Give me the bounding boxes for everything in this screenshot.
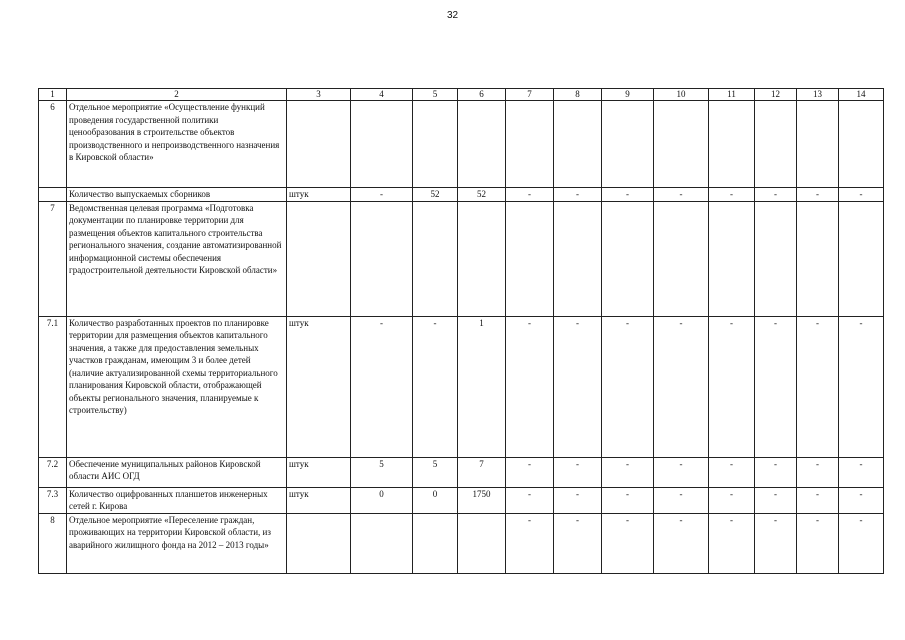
row-value-col-12: - — [755, 513, 797, 573]
row-value-col-7 — [506, 201, 554, 316]
indicators-table — [38, 88, 884, 574]
row-value-col-14: - — [839, 188, 884, 202]
row-unit: штук — [287, 457, 351, 487]
row-value-col-9: - — [602, 513, 654, 573]
row-value-col-13: - — [797, 188, 839, 202]
row-number: 7.1 — [39, 316, 67, 457]
row-value-col-11: - — [709, 188, 755, 202]
row-unit — [287, 101, 351, 188]
row-value-col-13: - — [797, 487, 839, 513]
row-value-col-14 — [839, 201, 884, 316]
table-row — [39, 201, 884, 316]
row-value-col-6: 1 — [458, 316, 506, 457]
column-header-4: 4 — [351, 89, 413, 101]
row-value-col-7: - — [506, 316, 554, 457]
row-value-col-10 — [654, 201, 709, 316]
row-value-col-5: - — [413, 316, 458, 457]
row-value-col-4 — [351, 101, 413, 188]
row-value-col-13: - — [797, 457, 839, 487]
table-row — [39, 101, 884, 188]
row-value-col-10 — [654, 101, 709, 188]
row-value-col-5 — [413, 101, 458, 188]
row-number: 7 — [39, 201, 67, 316]
table-row — [39, 188, 884, 202]
row-value-col-6: 52 — [458, 188, 506, 202]
row-value-col-9: - — [602, 316, 654, 457]
row-value-col-4 — [351, 513, 413, 573]
row-value-col-5 — [413, 201, 458, 316]
row-value-col-14 — [839, 101, 884, 188]
row-value-col-6: 1750 — [458, 487, 506, 513]
row-value-col-14: - — [839, 457, 884, 487]
row-value-col-12 — [755, 201, 797, 316]
row-value-col-10: - — [654, 487, 709, 513]
row-value-col-11: - — [709, 487, 755, 513]
row-value-col-4: - — [351, 316, 413, 457]
row-value-col-4: 0 — [351, 487, 413, 513]
column-header-12: 12 — [755, 89, 797, 101]
row-value-col-13 — [797, 201, 839, 316]
header-row — [39, 89, 884, 101]
row-unit — [287, 513, 351, 573]
row-value-col-14: - — [839, 513, 884, 573]
row-value-col-5: 52 — [413, 188, 458, 202]
row-value-col-9: - — [602, 188, 654, 202]
table-row — [39, 316, 884, 457]
row-name: Обеспечение муниципальных районов Кировской области АИС ОГД — [67, 457, 287, 487]
row-value-col-12: - — [755, 487, 797, 513]
column-header-11: 11 — [709, 89, 755, 101]
row-value-col-4 — [351, 201, 413, 316]
row-value-col-8: - — [554, 316, 602, 457]
column-header-13: 13 — [797, 89, 839, 101]
column-header-14: 14 — [839, 89, 884, 101]
row-value-col-5: 0 — [413, 487, 458, 513]
column-header-2: 2 — [67, 89, 287, 101]
row-value-col-5: 5 — [413, 457, 458, 487]
row-value-col-9 — [602, 101, 654, 188]
row-name: Количество выпускаемых сборников — [67, 188, 287, 202]
row-name: Отдельное мероприятие «Осуществление функций проведения государственной политики ценообразования в строительстве объектов производственного и непроизводственного назначения в Кировской области» — [67, 101, 287, 188]
row-unit: штук — [287, 188, 351, 202]
row-number: 7.3 — [39, 487, 67, 513]
column-header-1: 1 — [39, 89, 67, 101]
row-value-col-8: - — [554, 513, 602, 573]
row-value-col-8: - — [554, 487, 602, 513]
row-value-col-14: - — [839, 487, 884, 513]
row-value-col-12: - — [755, 457, 797, 487]
row-value-col-10: - — [654, 316, 709, 457]
row-name: Количество оцифрованных планшетов инженерных сетей г. Кирова — [67, 487, 287, 513]
row-unit — [287, 201, 351, 316]
row-value-col-12: - — [755, 316, 797, 457]
row-value-col-13: - — [797, 513, 839, 573]
row-value-col-8: - — [554, 457, 602, 487]
column-header-8: 8 — [554, 89, 602, 101]
row-value-col-7: - — [506, 513, 554, 573]
column-header-7: 7 — [506, 89, 554, 101]
row-value-col-9: - — [602, 487, 654, 513]
table-row — [39, 487, 884, 513]
row-value-col-10: - — [654, 513, 709, 573]
row-number: 6 — [39, 101, 67, 188]
row-value-col-7: - — [506, 487, 554, 513]
row-value-col-13 — [797, 101, 839, 188]
row-value-col-11 — [709, 101, 755, 188]
row-value-col-11: - — [709, 316, 755, 457]
row-number: 8 — [39, 513, 67, 573]
page-number: 32 — [446, 10, 459, 21]
row-value-col-9: - — [602, 457, 654, 487]
row-value-col-9 — [602, 201, 654, 316]
row-unit: штук — [287, 487, 351, 513]
row-number: 7.2 — [39, 457, 67, 487]
column-header-9: 9 — [602, 89, 654, 101]
row-name: Отдельное мероприятие «Переселение граждан, проживающих на территории Кировской области, из аварийного жилищного фонда на 2012 – 2013 годы» — [67, 513, 287, 573]
row-value-col-11: - — [709, 513, 755, 573]
column-header-5: 5 — [413, 89, 458, 101]
row-value-col-14: - — [839, 316, 884, 457]
row-name: Ведомственная целевая программа «Подготовка документации по планировке территории для размещения объектов капитального строительства регионального значения, создание автоматизированной информационной системы обеспечения градостроительной деятельности Кировской области» — [67, 201, 287, 316]
row-value-col-13: - — [797, 316, 839, 457]
table-row — [39, 513, 884, 573]
row-value-col-12 — [755, 101, 797, 188]
row-value-col-11: - — [709, 457, 755, 487]
row-number — [39, 188, 67, 202]
row-value-col-10: - — [654, 188, 709, 202]
row-value-col-10: - — [654, 457, 709, 487]
row-value-col-4: 5 — [351, 457, 413, 487]
row-value-col-7 — [506, 101, 554, 188]
row-unit: штук — [287, 316, 351, 457]
row-value-col-6: 7 — [458, 457, 506, 487]
row-value-col-11 — [709, 201, 755, 316]
table-row — [39, 457, 884, 487]
row-value-col-8 — [554, 101, 602, 188]
row-value-col-6 — [458, 101, 506, 188]
column-header-3: 3 — [287, 89, 351, 101]
row-value-col-12: - — [755, 188, 797, 202]
row-name: Количество разработанных проектов по планировке территории для размещения объектов капитального значения, а также для предоставления земельных участков гражданам, имеющим 3 и более детей (наличие актуализированной схемы территориального планирования Кировской области, отображающей объекты регионального значения, планируемые к строительству) — [67, 316, 287, 457]
row-value-col-8: - — [554, 188, 602, 202]
column-header-10: 10 — [654, 89, 709, 101]
row-value-col-7: - — [506, 457, 554, 487]
row-value-col-8 — [554, 201, 602, 316]
row-value-col-6 — [458, 201, 506, 316]
row-value-col-5 — [413, 513, 458, 573]
row-value-col-6 — [458, 513, 506, 573]
row-value-col-7: - — [506, 188, 554, 202]
column-header-6: 6 — [458, 89, 506, 101]
row-value-col-4: - — [351, 188, 413, 202]
